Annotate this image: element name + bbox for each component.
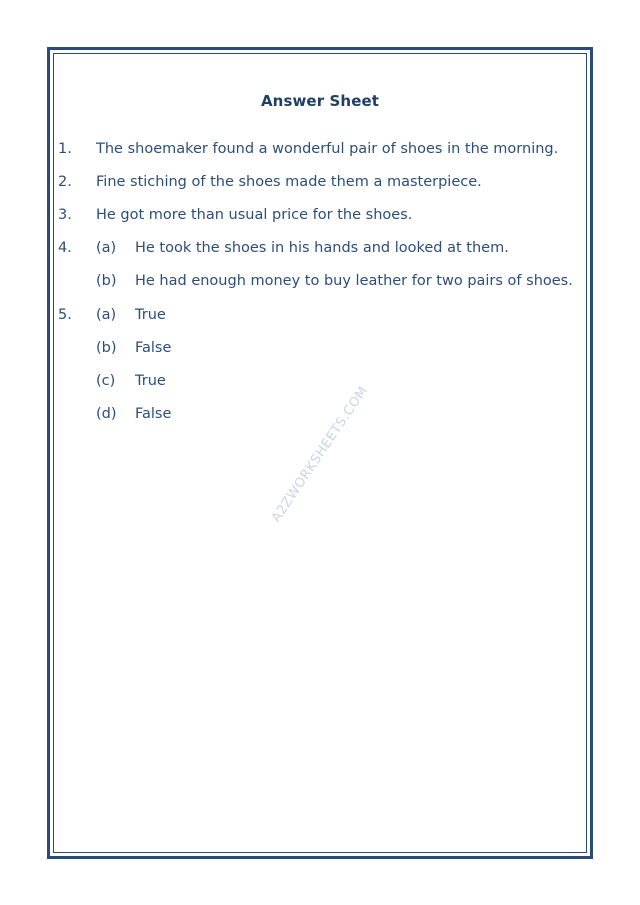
answer-text: The shoemaker found a wonderful pair of shoes in the morning. xyxy=(96,141,559,157)
sub-answer-text: He took the shoes in his hands and looked at them. xyxy=(135,240,509,256)
sub-answer-label: (b) xyxy=(96,340,117,356)
sub-answer-label: (c) xyxy=(96,373,116,389)
answer-number: 3. xyxy=(58,207,72,223)
answer-number: 1. xyxy=(58,141,72,157)
answer-number: 2. xyxy=(58,174,72,190)
page-title: Answer Sheet xyxy=(260,92,380,110)
sub-answer-label: (b) xyxy=(96,273,117,289)
watermark: A2ZWORKSHEETS.COM xyxy=(268,383,372,526)
sub-answer-text: True xyxy=(135,373,166,389)
sub-answer-label: (a) xyxy=(96,307,117,323)
sub-answer-text: False xyxy=(135,340,172,356)
sub-answer-text: False xyxy=(135,406,172,422)
answer-text: Fine stiching of the shoes made them a masterpiece. xyxy=(96,174,482,190)
sub-answer-label: (a) xyxy=(96,240,117,256)
answer-number: 4. xyxy=(58,240,72,256)
sub-answer-text: True xyxy=(135,307,166,323)
answer-number: 5. xyxy=(58,307,72,323)
sub-answer-label: (d) xyxy=(96,406,117,422)
answer-text: He got more than usual price for the shoes. xyxy=(96,207,413,223)
sub-answer-text: He had enough money to buy leather for two pairs of shoes. xyxy=(135,273,573,289)
